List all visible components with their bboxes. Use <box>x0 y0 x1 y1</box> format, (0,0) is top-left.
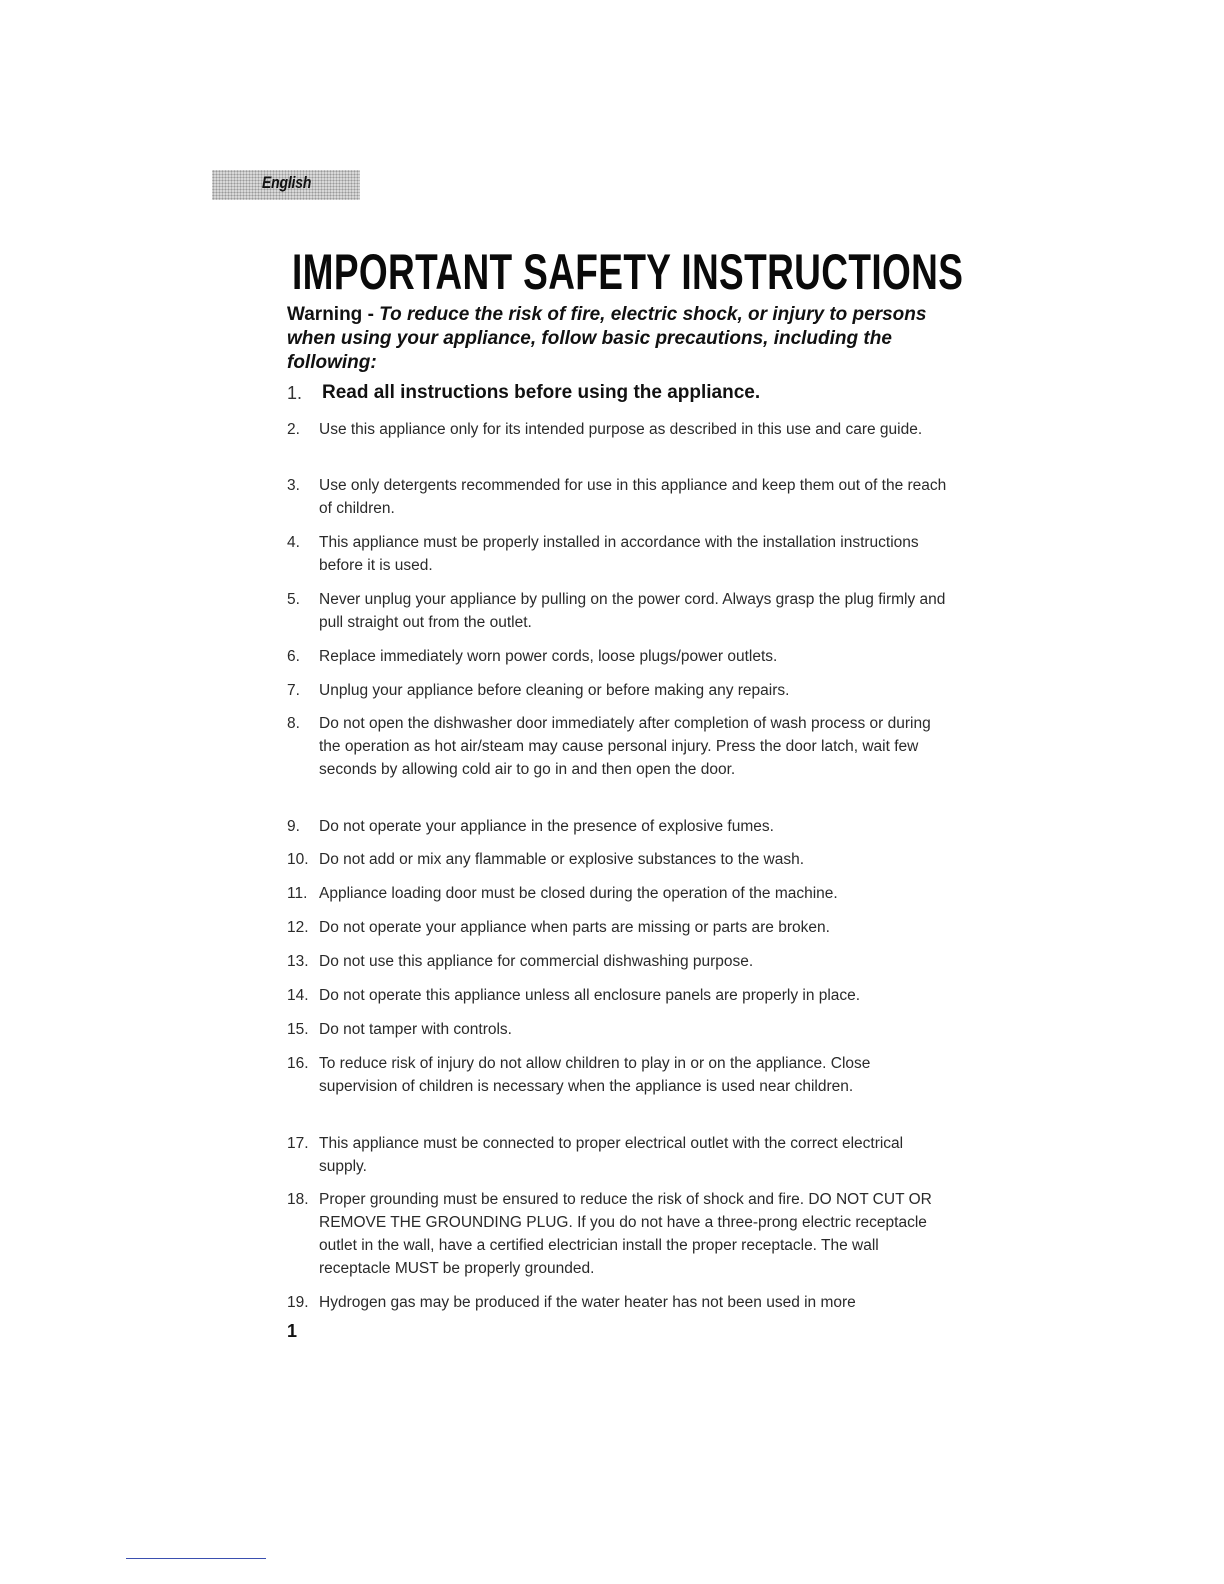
item-text: Do not operate your appliance when parts are missing or parts are broken. <box>319 919 830 936</box>
item-text: This appliance must be connected to proper electrical outlet with the correct electrical supply. <box>319 1135 904 1175</box>
item-number: 18. <box>287 1191 309 1208</box>
list-item <box>287 531 947 577</box>
item-number: 13. <box>287 953 309 970</box>
list-item <box>287 815 947 838</box>
item-text: Do not add or mix any flammable or explosive substances to the wash. <box>319 851 805 868</box>
item-text: Never unplug your appliance by pulling on the power cord. Always grasp the plug firmly and pull straight out from the outlet. <box>319 591 946 631</box>
list-item <box>287 588 947 634</box>
item-text: Read all instructions before using the appliance. <box>322 382 761 403</box>
item-text: Do not use this appliance for commercial dishwashing purpose. <box>319 953 754 970</box>
footer-rule <box>126 1558 266 1559</box>
item-text: Hydrogen gas may be produced if the water heater has not been used in more <box>319 1294 856 1311</box>
list-item <box>287 381 947 405</box>
item-text: To reduce risk of injury do not allow children to play in or on the appliance. Close supervision of children is necessary when the appliance is used near children. <box>319 1055 871 1095</box>
item-text: Use this appliance only for its intended purpose as described in this use and care guide. <box>319 421 923 438</box>
list-item <box>287 882 947 905</box>
item-number: 8. <box>287 715 300 732</box>
item-number: 3. <box>287 477 300 494</box>
item-number: 5. <box>287 591 300 608</box>
item-text: Proper grounding must be ensured to reduce the risk of shock and fire. DO NOT CUT OR REMOVE THE GROUNDING PLUG. If you do not have a three-prong electric receptacle outlet in the wall, have a certified electrician install the proper receptacle. The wall receptacle MUST be properly grounded. <box>319 1191 932 1277</box>
item-number: 17. <box>287 1135 309 1152</box>
list-item <box>287 418 947 441</box>
item-number: 11. <box>287 885 308 902</box>
item-number: 10. <box>287 851 309 868</box>
item-number: 16. <box>287 1055 309 1072</box>
item-text: Replace immediately worn power cords, loose plugs/power outlets. <box>319 648 778 665</box>
list-item <box>287 1188 947 1280</box>
item-number: 15. <box>287 1021 309 1038</box>
language-label: English <box>262 173 312 192</box>
list-item <box>287 1291 947 1314</box>
list-item <box>287 474 947 520</box>
page-title: IMPORTANT SAFETY INSTRUCTIONS <box>292 244 964 300</box>
item-number: 4. <box>287 534 300 551</box>
item-number: 2. <box>287 421 300 438</box>
page-number: 1 <box>287 1321 298 1341</box>
item-number: 9. <box>287 818 300 835</box>
language-tab <box>212 170 360 200</box>
item-number: 6. <box>287 648 300 665</box>
warning-text: To reduce the risk of fire, electric shock, or injury to persons when using your appliance, follow basic precautions, including the following: <box>287 304 927 373</box>
item-text: This appliance must be properly installed in accordance with the installation instructions before it is used. <box>319 534 919 574</box>
item-text: Do not operate your appliance in the presence of explosive fumes. <box>319 818 774 835</box>
list-item <box>287 950 947 973</box>
list-item <box>287 984 947 1007</box>
item-number: 12. <box>287 919 309 936</box>
item-number: 19. <box>287 1294 309 1311</box>
warning-paragraph <box>287 303 947 375</box>
item-text: Use only detergents recommended for use in this appliance and keep them out of the reach of children. <box>319 477 947 517</box>
list-item <box>287 1018 947 1041</box>
list-item <box>287 645 947 668</box>
item-text: Appliance loading door must be closed during the operation of the machine. <box>319 885 838 902</box>
item-text: Unplug your appliance before cleaning or before making any repairs. <box>319 682 790 699</box>
list-item <box>287 712 947 781</box>
list-item <box>287 848 947 871</box>
item-number: 7. <box>287 682 300 699</box>
item-text: Do not operate this appliance unless all enclosure panels are properly in place. <box>319 987 861 1004</box>
warning-lead: Warning - <box>287 304 380 325</box>
list-item <box>287 1132 947 1178</box>
list-item <box>287 916 947 939</box>
list-item <box>287 1052 947 1098</box>
item-text: Do not tamper with controls. <box>319 1021 512 1038</box>
item-text: Do not open the dishwasher door immediately after completion of wash process or during the operation as hot air/steam may cause personal injury. Press the door latch, wait few seconds by allowing cold air to go in and then open the door. <box>319 715 931 778</box>
item-number: 14. <box>287 987 309 1004</box>
item-number: 1. <box>287 383 303 403</box>
list-item <box>287 679 947 702</box>
